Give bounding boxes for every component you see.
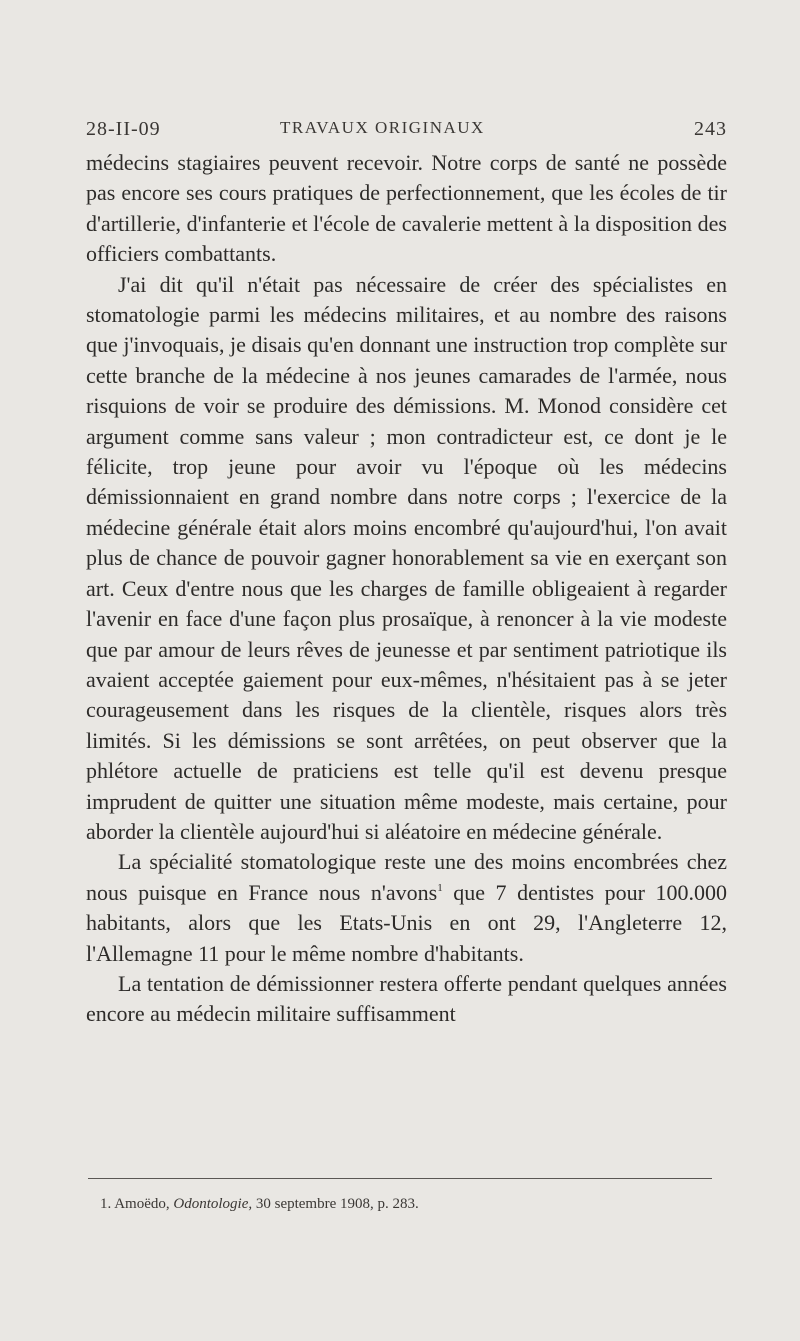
footnote-author: Amoëdo, xyxy=(114,1196,170,1212)
paragraph-1: médecins stagiaires peuvent recevoir. Notre corps de santé ne possède pas encore ses cours pratiques de perfectionnement, que les écoles de tir d'artillerie, d'infanterie et l'école de cavalerie mettent à la disposition des officiers combattants. xyxy=(86,150,727,267)
footnote xyxy=(100,1196,720,1213)
paragraph-3-text-a: La spécialité stomatologique reste une des moins encombrées chez nous puisque en France nous n'avons xyxy=(86,849,727,905)
page-number: 243 xyxy=(694,118,727,140)
paragraph-4: La tentation de démissionner restera offerte pendant quelques années encore au médecin militaire suffisamment xyxy=(86,970,727,1027)
issue-date: 28-II-09 xyxy=(86,118,161,140)
paragraph-3-text-b: que 7 dentistes pour 100.000 habitants, alors que les Etats-Unis en ont 29, l'Angleterre 12, l'Allemagne 11 pour le même nombre d'habitants. xyxy=(86,879,727,966)
paragraph-3 xyxy=(86,847,727,969)
footnote-reference: 1 xyxy=(437,881,443,894)
footnote-number: 1. xyxy=(100,1196,112,1212)
footnote-work: Odontologie, xyxy=(173,1196,253,1212)
paragraph-2: J'ai dit qu'il n'était pas nécessaire de créer des spécialistes en stomatologie parmi les médecins militaires, et au nombre des raisons que j'invoquais, je disais qu'en donnant une instruction trop complète sur cette branche de la médecine à nos jeunes camarades de l'armée, nous risquions de voir se produire des démissions. M. Monod considère cet argument comme sans valeur ; mon contradicteur est, ce dont je le félicite, trop jeune pour avoir vu l'époque où les médecins démissionnaient en grand nombre dans notre corps ; l'exercice de la médecine générale était alors moins encombré qu'aujourd'hui, l'on avait plus de chance de pouvoir gagner honorablement sa vie en exerçant son art. Ceux d'entre nous que les charges de famille obligeaient à regarder l'avenir en face d'une façon plus prosaïque, à renoncer à la vie modeste que par amour de leurs rêves de jeunesse et par sentiment patriotique ils avaient acceptée gaiement pour eux-mêmes, n'hésitaient pas à se jeter courageusement dans les risques de la clientèle, risques alors très limités. Si les démissions se sont arrêtées, on peut observer que la phlétore actuelle de praticiens est telle qu'il est devenu presque imprudent de quitter une situation même modeste, mais certaine, pour aborder la clientèle aujourd'hui si aléatoire en médecine générale. xyxy=(86,271,727,844)
footnote-details: 30 septembre 1908, p. 283. xyxy=(255,1196,419,1212)
running-head xyxy=(86,118,727,142)
section-title: TRAVAUX ORIGINAUX xyxy=(280,118,485,137)
body-text xyxy=(86,148,727,1030)
footnote-divider xyxy=(88,1178,712,1179)
